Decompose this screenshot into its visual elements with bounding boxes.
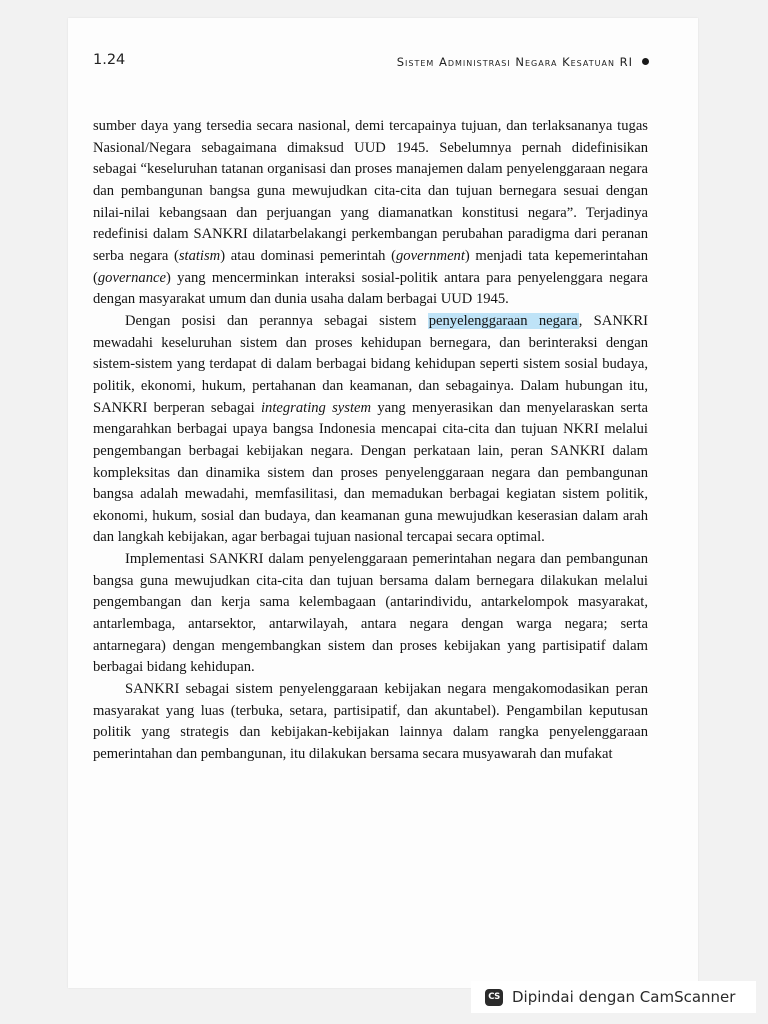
camscanner-watermark (471, 981, 756, 1013)
text-run: ) menjadi tata kepemerintahan ( (93, 247, 648, 286)
page-number: 1.24 (93, 52, 126, 68)
highlighted-text: penyelenggaraan negara (428, 312, 578, 329)
body-text (93, 116, 648, 766)
running-title: Sistem Administrasi Negara Kesatuan RI (396, 55, 633, 69)
paragraph (93, 549, 648, 679)
italic-term: governance (97, 269, 166, 286)
paragraph (93, 679, 648, 766)
paragraph (93, 116, 648, 311)
text-run: ) atau dominasi pemerintah ( (220, 247, 396, 264)
text-run: Implementasi SANKRI dalam penyelenggaraan pemerintahan negara dan pembangunan bangsa guna mewujudkan cita-cita dan tujuan bersama dalam bernegara dilakukan melalui pengembangan dan kerja sama kelembagaan (antarindividu, antarkelompok masyarakat, antarlembaga, antarsektor, antarwilayah, antara negara dengan warga negara; serta antarnegara) dengan mengembangkan sistem dan proses kebijakan yang partisipatif dalam berbagai bidang kehidupan. (93, 551, 648, 676)
text-run: ) yang mencerminkan interaksi sosial-politik antara para penyelenggara negara dengan masyarakat umum dan dunia usaha dalam berbagai UUD 1945. (93, 269, 648, 308)
text-run: , SANKRI mewadahi keseluruhan sistem dan proses kehidupan bernegara, dan berinteraksi dengan sistem-sistem yang terdapat di dalam berbagai bidang kehidupan seperti sistem sosial budaya, politik, ekonomi, hukum, pertahanan dan keamanan, dan sebagainya. Dalam hubungan itu, SANKRI berperan sebagai (93, 312, 649, 416)
camscanner-logo-icon: CS (485, 989, 503, 1006)
camscanner-text: Dipindai dengan CamScanner (512, 988, 736, 1006)
text-run: Dengan posisi dan perannya sebagai sistem (125, 312, 428, 329)
page-header (93, 50, 649, 74)
italic-term: government (396, 247, 465, 264)
text-run: yang menyerasikan dan menyelaraskan serta mengarahkan berbagai upaya bangsa Indonesia mencapai cita-cita dan tujuan NKRI melalui pengembangan berbagai kebijakan negara. Dengan perkataan lain, peran SANKRI dalam kompleksitas dan dinamika sistem dan proses penyelenggaraan negara dan pembangunan bangsa adalah mewadahi, memfasilitasi, dan memadukan berbagai kegiatan sistem politik, ekonomi, hukum, sosial dan budaya, dan keamanan guna mewujudkan keserasian dalam arah dan langkah kebijakan, agar berbagai tujuan nasional tercapai secara optimal. (93, 399, 649, 546)
bullet-icon (642, 58, 649, 65)
text-run: sumber daya yang tersedia secara nasional, demi tercapainya tujuan, dan terlaksananya tugas Nasional/Negara sebagaimana dimaksud UUD 1945. Sebelumnya pernah didefinisikan sebagai “keseluruhan tatanan organisasi dan proses manajemen dalam penyelenggaraan negara dan pembangunan bangsa guna mewujudkan cita-cita dan tujuan bernegara sesuai dengan nilai-nilai kebangsaan dan perjuangan yang diamanatkan konstitusi negara”. Terjadinya redefinisi dalam SANKRI dilatarbelakangi perkembangan perubahan paradigma dari peranan serba negara ( (93, 118, 648, 264)
italic-term: integrating system (260, 399, 372, 416)
italic-term: statism (178, 247, 221, 264)
paragraph (93, 311, 648, 549)
text-run: SANKRI sebagai sistem penyelenggaraan kebijakan negara mengakomodasikan peran masyarakat yang luas (terbuka, setara, partisipatif, dan akuntabel). Pengambilan keputusan politik yang strategis dan kebijakan-kebijakan lainnya dalam rangka penyelenggaraan pemerintahan dan pembangunan, itu dilakukan bersama secara musyawarah dan mufakat (93, 681, 648, 763)
